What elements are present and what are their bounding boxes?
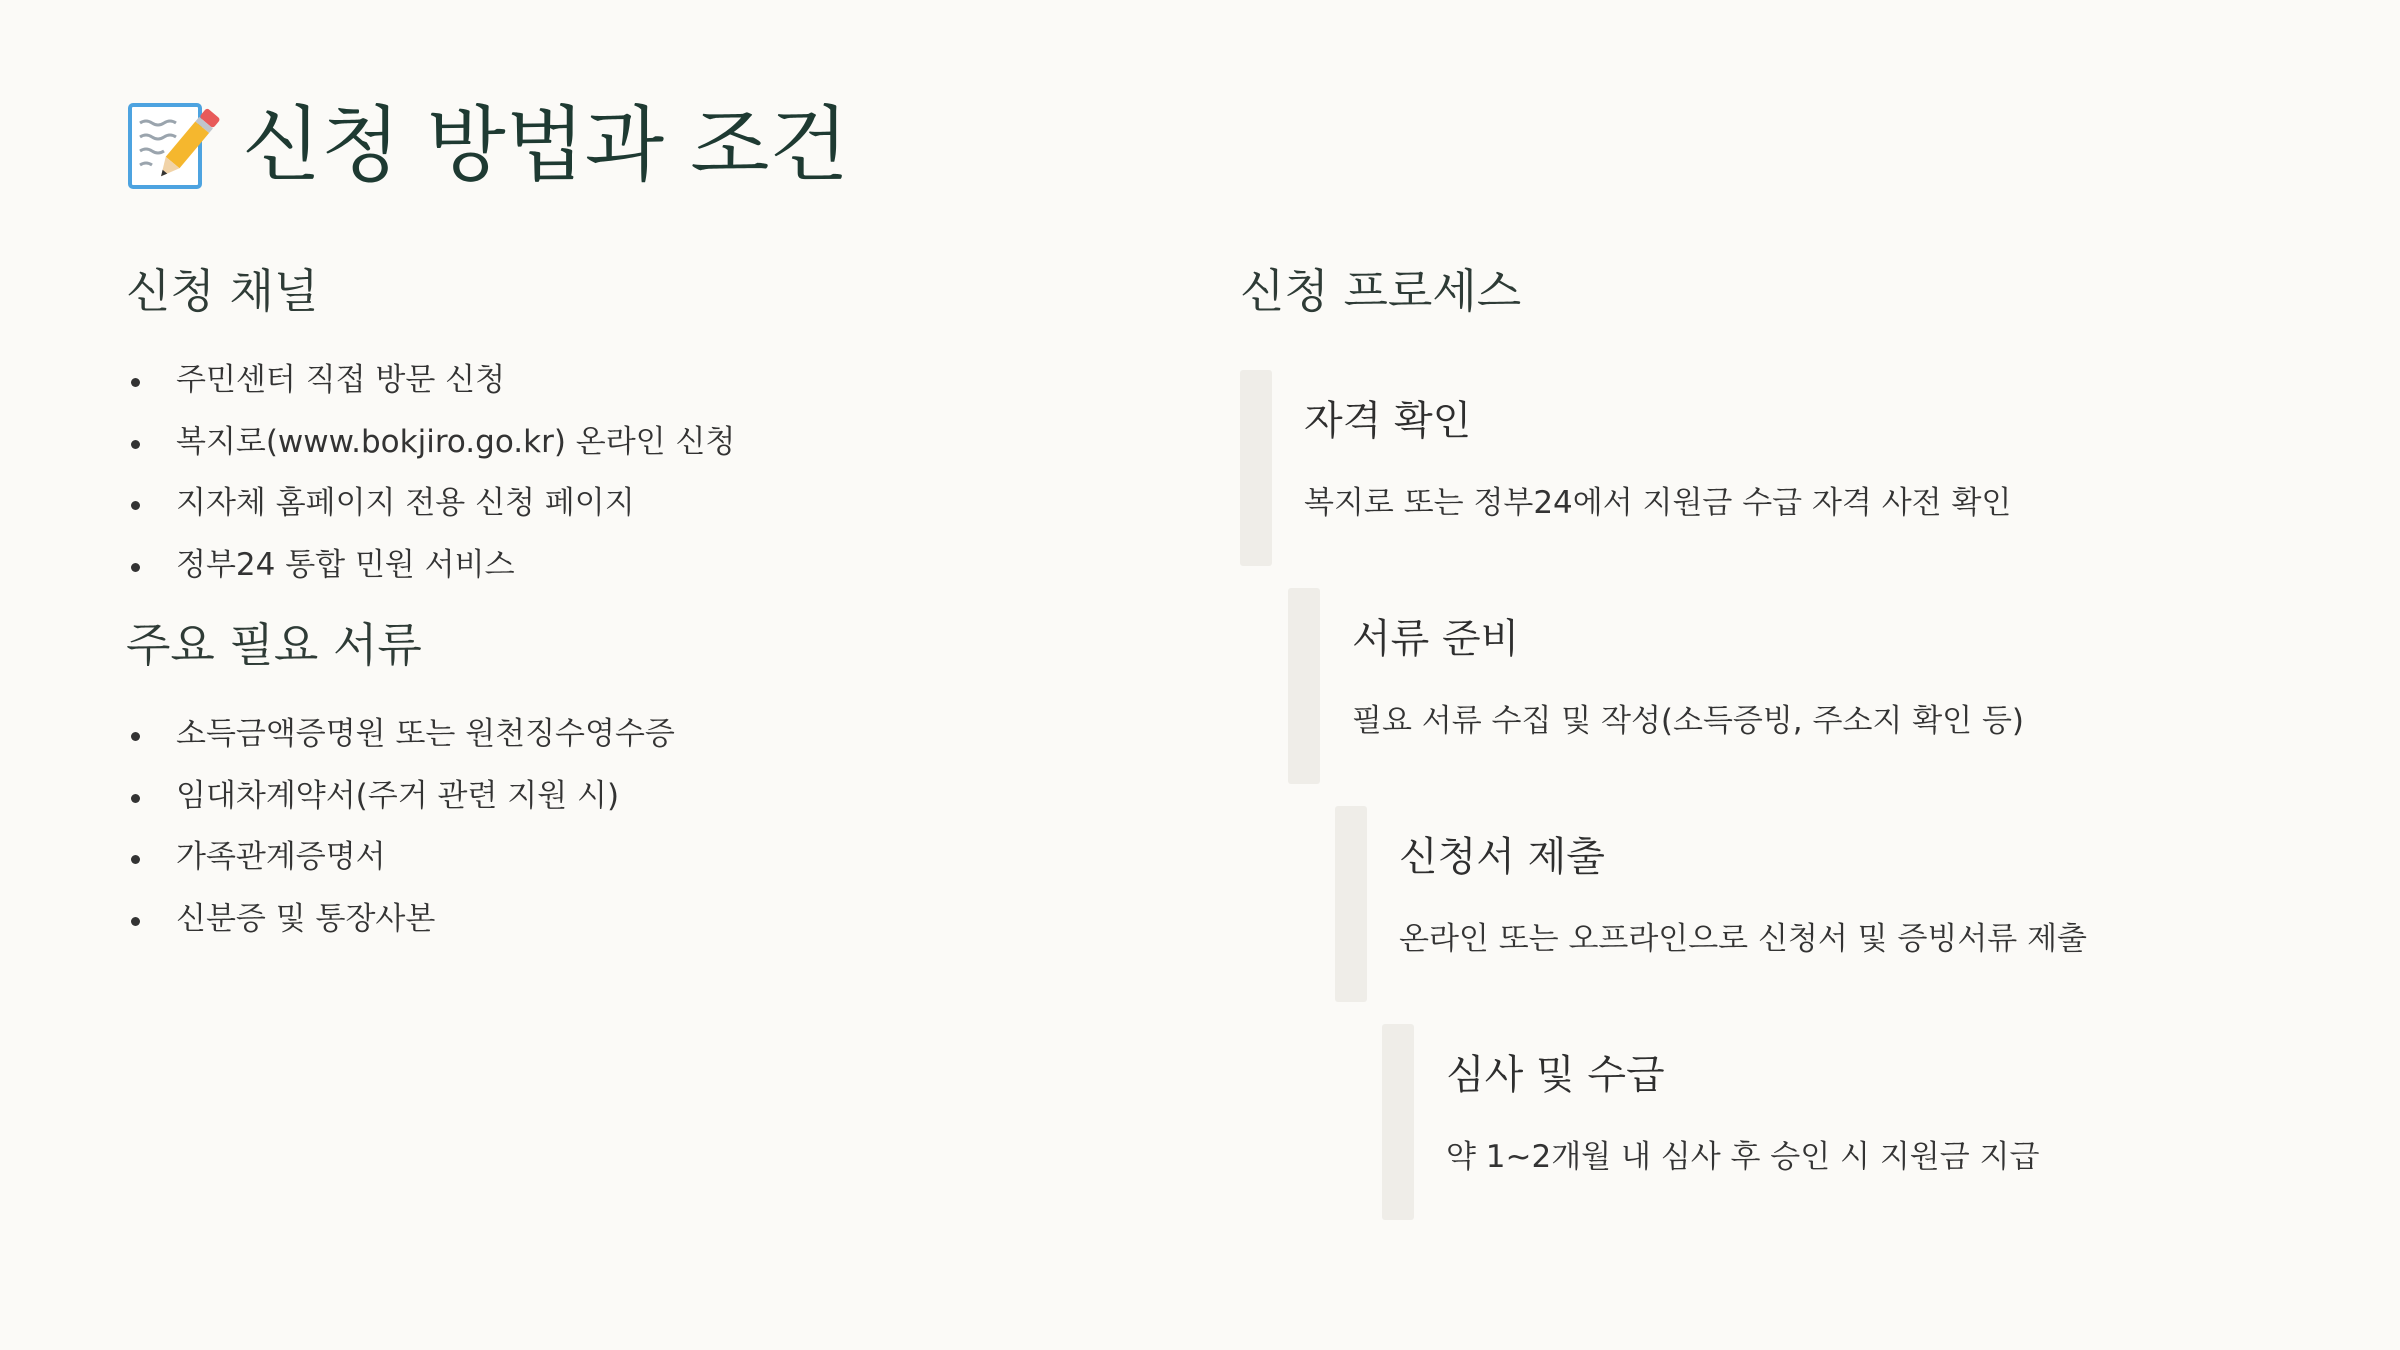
step-bar [1288, 588, 1320, 784]
channels-list [126, 350, 1126, 596]
list-item: 주민센터 직접 방문 신청 [126, 350, 1126, 412]
process-step-1 [1240, 370, 2140, 566]
list-item: 가족관계증명서 [126, 827, 1126, 889]
step-bar [1335, 806, 1367, 1002]
list-item: 소득금액증명원 또는 원천징수영수증 [126, 704, 1126, 766]
list-item: 신분증 및 통장사본 [126, 889, 1126, 951]
step-description: 필요 서류 수집 및 작성(소득증빙, 주소지 확인 등) [1352, 703, 2024, 739]
process-step-2 [1288, 588, 2188, 784]
list-item: 복지로(www.bokjiro.go.kr) 온라인 신청 [126, 412, 1126, 474]
right-column [1240, 264, 2340, 1175]
step-title: 서류 준비 [1352, 616, 1520, 662]
documents-list [126, 704, 1126, 950]
step-description: 복지로 또는 정부24에서 지원금 수급 자격 사전 확인 [1304, 485, 2012, 521]
list-item: 정부24 통합 민원 서비스 [126, 535, 1126, 597]
list-item: 지자체 홈페이지 전용 신청 페이지 [126, 473, 1126, 535]
step-description: 약 1~2개월 내 심사 후 승인 시 지원금 지급 [1446, 1139, 2040, 1175]
memo-pencil-icon [126, 99, 220, 193]
step-description: 온라인 또는 오프라인으로 신청서 및 증빙서류 제출 [1399, 921, 2087, 957]
step-title: 신청서 제출 [1399, 834, 1605, 880]
channels-heading: 신청 채널 [126, 264, 319, 318]
title-row [126, 92, 849, 200]
step-bar [1382, 1024, 1414, 1220]
list-item: 임대차계약서(주거 관련 지원 시) [126, 766, 1126, 828]
process-step-4 [1382, 1024, 2282, 1220]
step-bar [1240, 370, 1272, 566]
step-title: 심사 및 수급 [1446, 1052, 1665, 1098]
page-title: 신청 방법과 조건 [242, 98, 849, 193]
process-heading: 신청 프로세스 [1240, 264, 1522, 318]
step-title: 자격 확인 [1304, 398, 1472, 444]
documents-heading: 주요 필요 서류 [126, 618, 422, 672]
process-step-3 [1335, 806, 2235, 1002]
left-column [126, 264, 1126, 950]
